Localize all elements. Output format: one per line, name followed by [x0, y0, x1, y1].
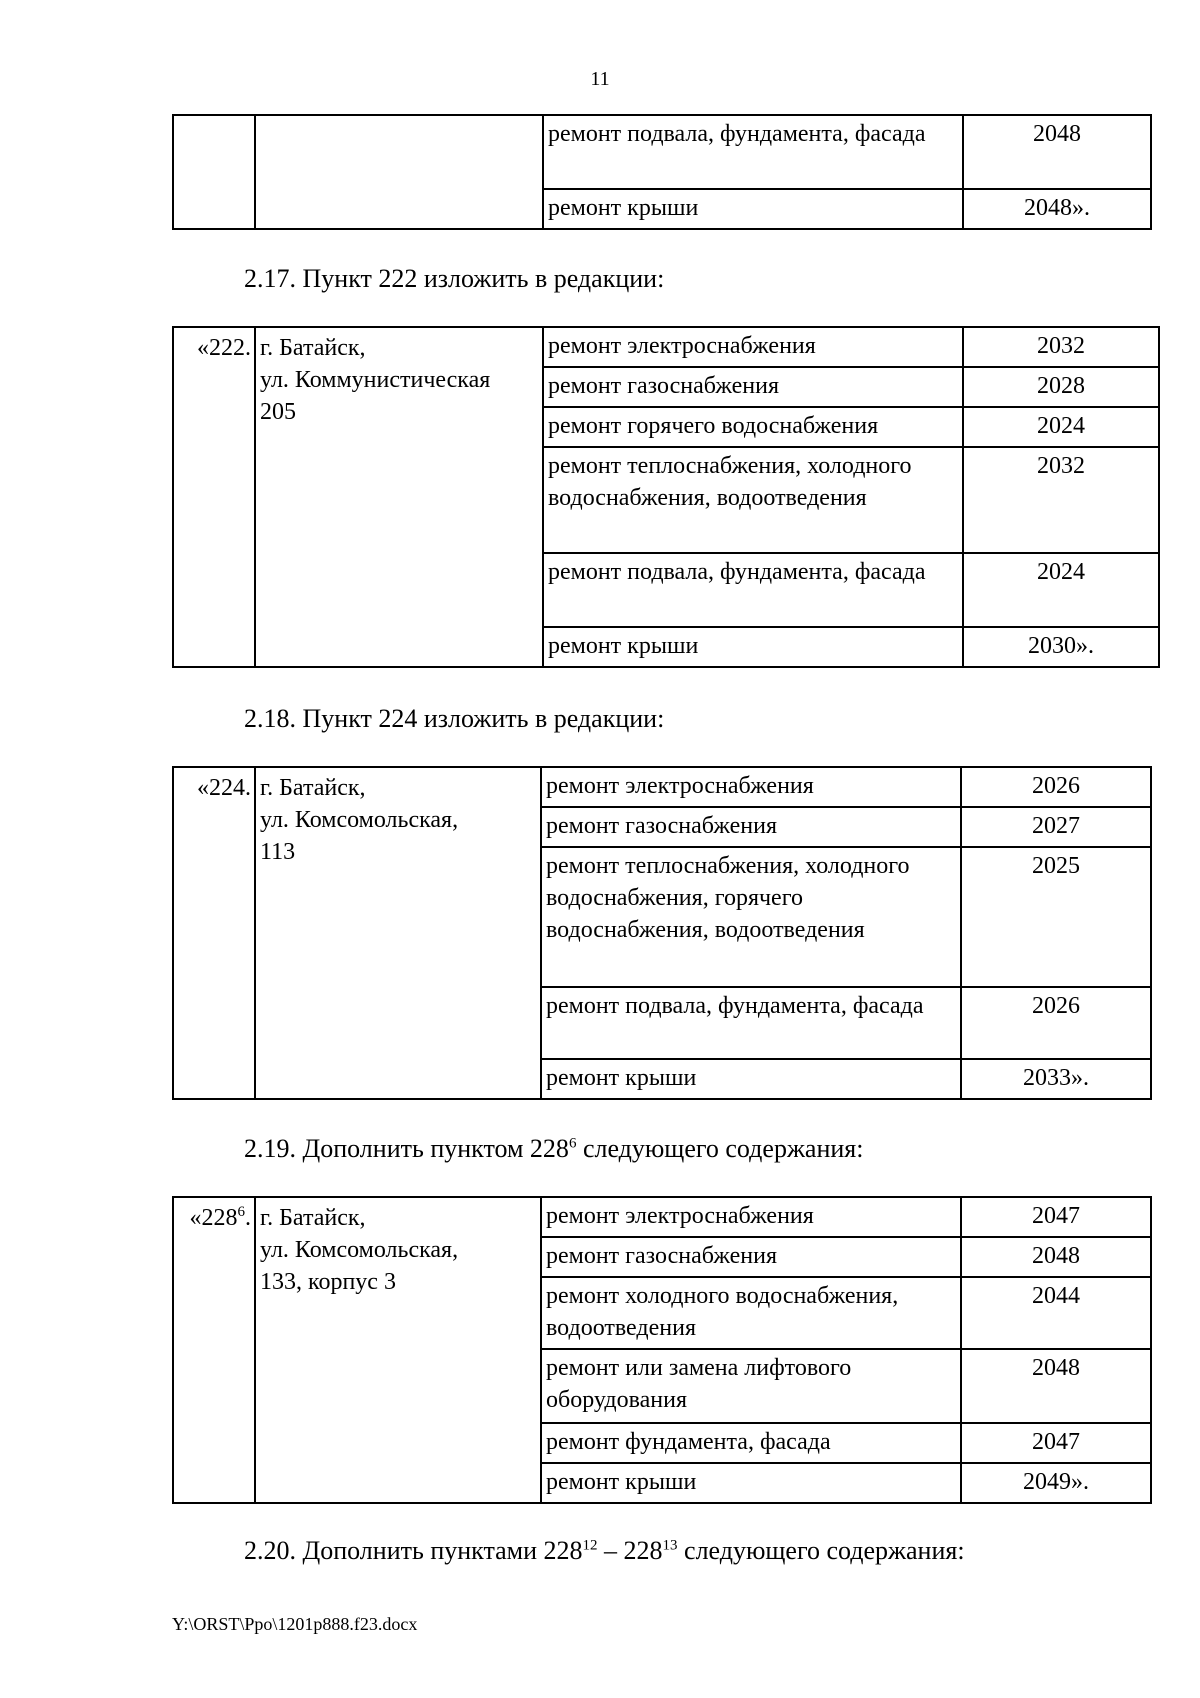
table-continuation [172, 114, 1152, 230]
address-line: 113 [260, 839, 296, 865]
year-cell: 2030». [963, 627, 1159, 667]
year-cell: 2024 [963, 553, 1159, 627]
paragraph-text: следующего содержания: [576, 1134, 864, 1163]
work-cell: ремонт крыши [541, 1463, 961, 1503]
paragraph-2-17: 2.17. Пункт 222 изложить в редакции: [244, 264, 665, 293]
year-cell: 2027 [961, 807, 1151, 847]
year-cell: 2044 [961, 1277, 1151, 1349]
item-number: «222. [173, 327, 255, 667]
paragraph-text: следующего содержания: [677, 1536, 965, 1565]
address-line: 205 [260, 399, 296, 425]
paragraph-text: 2.20. Дополнить пунктами 228 [244, 1536, 583, 1565]
work-cell: ремонт подвала, фундамента, фасада [543, 553, 963, 627]
paragraph-2-19 [244, 1134, 863, 1164]
address-line: ул. Комсомольская, [260, 807, 459, 833]
work-cell: ремонт подвала, фундамента, фасада [543, 115, 963, 189]
year-cell: 2049». [961, 1463, 1151, 1503]
year-cell: 2032 [963, 327, 1159, 367]
work-cell: ремонт теплоснабжения, холодного водоснабжения, водоотведения [543, 447, 963, 553]
work-cell: ремонт газоснабжения [543, 367, 963, 407]
work-cell: ремонт фундамента, фасада [541, 1423, 961, 1463]
address-cell [255, 767, 541, 1099]
paragraph-text: 2.19. Дополнить пунктом 228 [244, 1134, 569, 1163]
address-line: г. Батайск, [260, 1205, 366, 1231]
work-cell: ремонт газоснабжения [541, 807, 961, 847]
table-item-224 [172, 766, 1152, 1100]
item-number: «224. [173, 767, 255, 1099]
year-cell: 2026 [961, 767, 1151, 807]
work-cell: ремонт теплоснабжения, холодного водоснабжения, горячего водоснабжения, водоотведения [541, 847, 961, 987]
item-number [173, 1197, 255, 1503]
work-cell: ремонт горячего водоснабжения [543, 407, 963, 447]
item-number-base: «228 [189, 1205, 238, 1231]
superscript: 6 [568, 1135, 577, 1152]
work-cell: ремонт крыши [541, 1059, 961, 1099]
address-line: г. Батайск, [260, 775, 366, 801]
year-cell: 2048 [961, 1349, 1151, 1423]
work-cell: ремонт подвала, фундамента, фасада [541, 987, 961, 1059]
item-number-dot: . [245, 1205, 251, 1231]
year-cell: 2047 [961, 1197, 1151, 1237]
address-line: 133, корпус 3 [260, 1269, 396, 1295]
year-cell: 2026 [961, 987, 1151, 1059]
paragraph-text: – 228 [597, 1536, 663, 1565]
work-cell: ремонт или замена лифтового оборудования [541, 1349, 961, 1423]
year-cell: 2048 [961, 1237, 1151, 1277]
address-cell [255, 115, 543, 229]
table-item-228-6 [172, 1196, 1152, 1504]
address-cell [255, 327, 543, 667]
work-cell: ремонт крыши [543, 189, 963, 229]
num-cell [173, 115, 255, 229]
work-cell: ремонт электроснабжения [541, 767, 961, 807]
year-cell: 2047 [961, 1423, 1151, 1463]
year-cell: 2025 [961, 847, 1151, 987]
address-line: ул. Комсомольская, [260, 1237, 459, 1263]
work-cell: ремонт электроснабжения [543, 327, 963, 367]
table-row [173, 1197, 1151, 1237]
file-path-footer: Y:\ORST\Ppo\1201p888.f23.docx [172, 1614, 418, 1634]
address-line: г. Батайск, [260, 335, 366, 361]
work-cell: ремонт электроснабжения [541, 1197, 961, 1237]
page-number: 11 [590, 68, 610, 90]
paragraph-2-20 [244, 1536, 965, 1566]
year-cell: 2033». [961, 1059, 1151, 1099]
work-cell: ремонт газоснабжения [541, 1237, 961, 1277]
year-cell: 2028 [963, 367, 1159, 407]
paragraph-2-18: 2.18. Пункт 224 изложить в редакции: [244, 704, 665, 733]
superscript: 13 [662, 1537, 678, 1554]
work-cell: ремонт крыши [543, 627, 963, 667]
year-cell: 2048». [963, 189, 1151, 229]
superscript: 12 [582, 1537, 598, 1554]
address-cell [255, 1197, 541, 1503]
table-row [173, 767, 1151, 807]
year-cell: 2048 [963, 115, 1151, 189]
table-row [173, 327, 1159, 367]
year-cell: 2032 [963, 447, 1159, 553]
address-line: ул. Коммунистическая [260, 367, 491, 393]
work-cell: ремонт холодного водоснабжения, водоотведения [541, 1277, 961, 1349]
superscript: 6 [237, 1204, 245, 1220]
table-item-222 [172, 326, 1160, 668]
year-cell: 2024 [963, 407, 1159, 447]
table-row [173, 115, 1151, 189]
